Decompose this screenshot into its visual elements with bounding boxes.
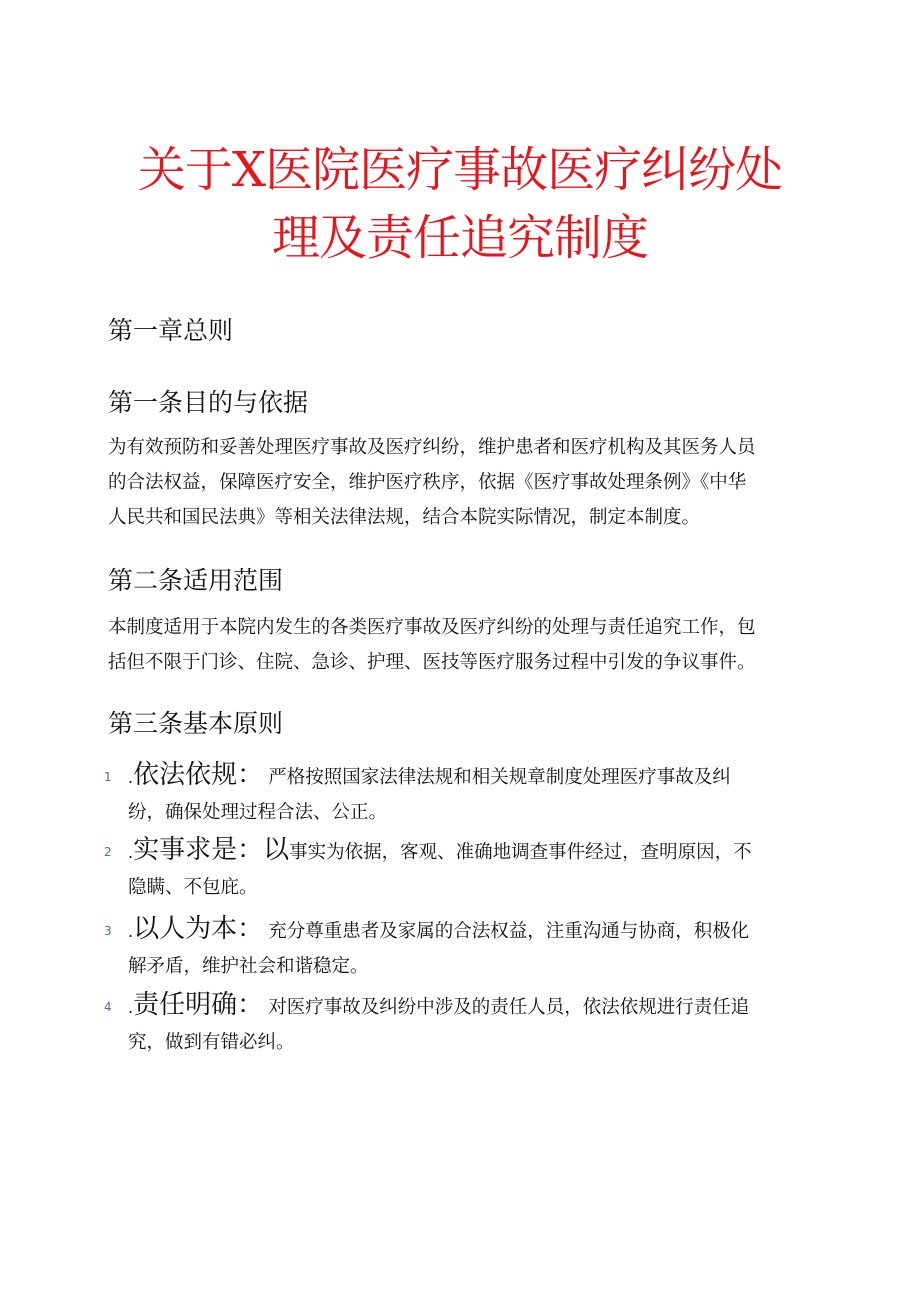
list-dot: . [128, 998, 134, 1017]
list-number: 3 [104, 924, 112, 938]
article-1-line: 人民共和国民法典》等相关法律法规，结合本院实际情况，制定本制度。 [108, 507, 701, 528]
list-dot: . [128, 843, 134, 862]
principle-line-2: 究，做到有错必纠。 [128, 1032, 295, 1053]
chapter-heading: 第一章总则 [108, 316, 234, 345]
article-2-heading: 第二条适用范围 [108, 566, 284, 595]
principle-lead: 依法依规： [133, 760, 264, 790]
document-title-line-2: 理及责任追究制度 [271, 210, 648, 266]
document-title-line-1: 关于X医院医疗事故医疗纠纷处 [137, 142, 783, 198]
principle-line-2: 纷，确保处理过程合法、公正。 [128, 802, 388, 823]
principle-text: 严格按照国家法律法规和相关规章制度处理医疗事故及纠 [268, 767, 731, 788]
principle-text: 对医疗事故及纠纷中涉及的责任人员，依法依规进行责任追 [268, 997, 750, 1018]
article-1-line: 的合法权益，保障医疗安全，维护医疗秩序，依据《医疗事故处理条例》《中华 [108, 472, 747, 493]
principle-line-2: 隐瞒、不包庇。 [128, 877, 258, 898]
principle-line-1 [128, 758, 731, 792]
article-2-paragraph [108, 610, 820, 680]
article-1-paragraph [108, 430, 820, 535]
principle-lead: 实事求是：以 [133, 835, 290, 865]
list-number: 1 [104, 770, 112, 784]
principle-line-1 [128, 988, 749, 1022]
list-dot: . [128, 922, 134, 941]
principle-lead: 以人为本： [133, 914, 264, 944]
list-dot: . [128, 768, 134, 787]
list-number: 2 [104, 845, 112, 859]
principle-text: 事实为依据，客观、准确地调查事件经过，查明原因，不 [289, 842, 752, 863]
principle-text: 充分尊重患者及家属的合法权益，注重沟通与协商，积极化 [268, 921, 750, 942]
principle-line-1 [128, 833, 752, 867]
list-number: 4 [104, 1000, 112, 1014]
article-3-heading: 第三条基本原则 [108, 709, 284, 738]
article-1-heading: 第一条目的与依据 [108, 388, 309, 417]
principle-line-1 [128, 912, 749, 946]
principle-line-2: 解矛盾，维护社会和谐稳定。 [128, 956, 369, 977]
principle-lead: 责任明确： [133, 990, 264, 1020]
article-2-line: 本制度适用于本院内发生的各类医疗事故及医疗纠纷的处理与责任追究工作，包 [108, 617, 756, 638]
article-2-line: 括但不限于门诊、住院、急诊、护理、医技等医疗服务过程中引发的争议事件。 [108, 652, 756, 673]
article-1-line: 为有效预防和妥善处理医疗事故及医疗纠纷，维护患者和医疗机构及其医务人员 [108, 437, 756, 458]
